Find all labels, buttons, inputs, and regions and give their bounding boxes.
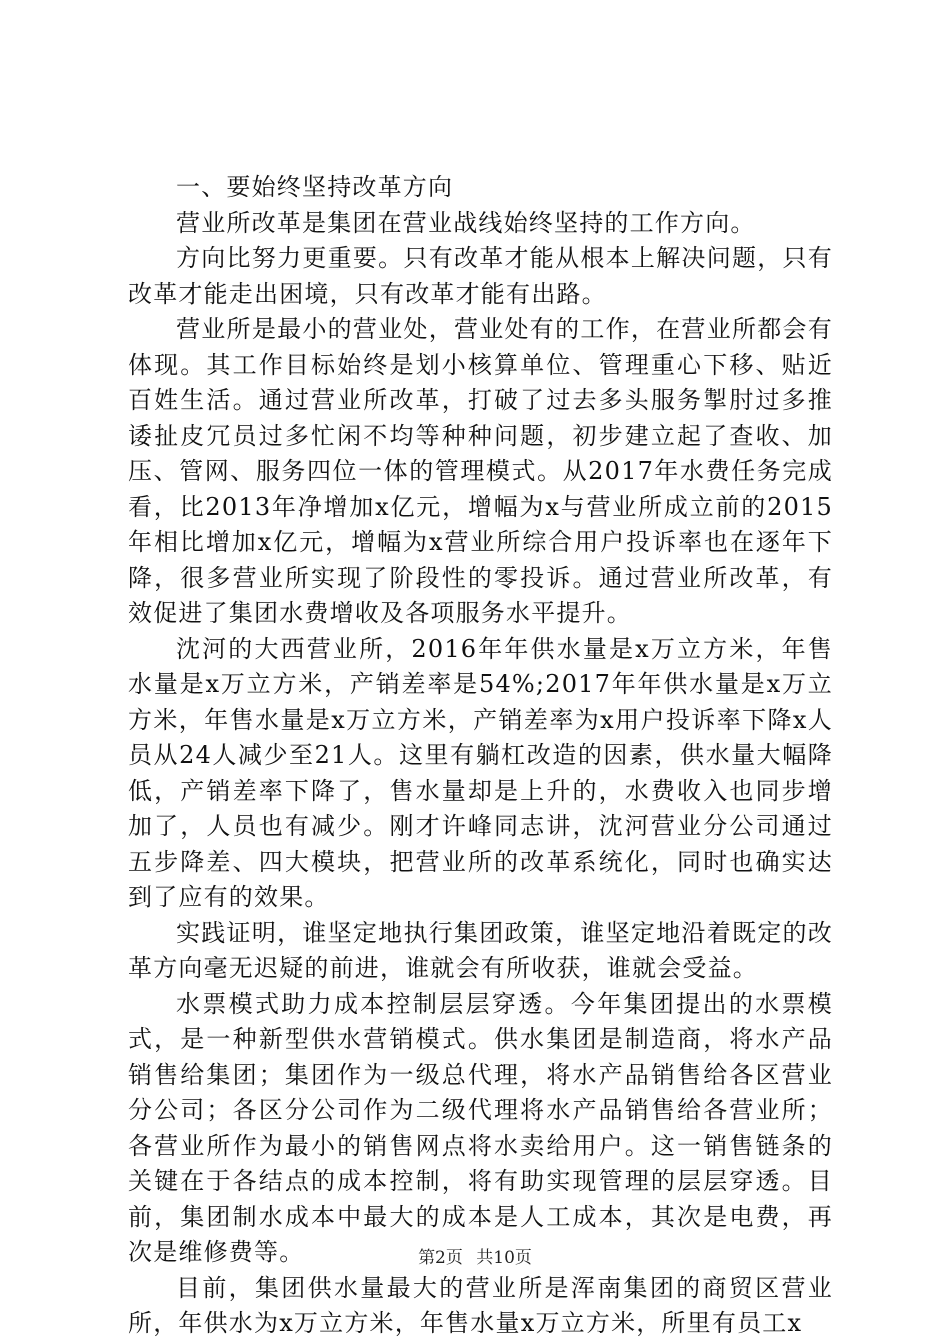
paragraph: 营业所是最小的营业处，营业处有的工作，在营业所都会有体现。其工作目标始终是划小核算单位、管理重心下移、贴近百姓生活。通过营业所改革，打破了过去多头服务掣肘过多推诿扯皮冗员过多忙闲不均等种种问题，初步建立起了查收、加压、管网、服务四位一体的管理模式。从2017年水费任务完成看，比2013年净增加x亿元，增幅为x与营业所成立前的2015年相比增加x亿元，增幅为x营业所综合用户投诉率也在逐年下降，很多营业所实现了阶段性的零投诉。通过营业所改革，有效促进了集团水费增收及各项服务水平提升。 [128, 315, 833, 627]
page-footer [0, 1243, 950, 1268]
paragraph: 实践证明，谁坚定地执行集团政策，谁坚定地沿着既定的改革方向毫无迟疑的前进，谁就会有所收获，谁就会受益。 [128, 918, 833, 982]
page-number: 第2页 [418, 1248, 463, 1268]
paragraph: 水票模式助力成本控制层层穿透。今年集团提出的水票模式，是一种新型供水营销模式。供水集团是制造商，将水产品销售给集团；集团作为一级总代理，将水产品销售给各区营业分公司；各区分公司作为二级代理将水产品销售给各营业所；各营业所作为最小的销售网点将水卖给用户。这一销售链条的关键在于各结点的成本控制，将有助实现管理的层层穿透。目前，集团制水成本中最大的成本是人工成本，其次是电费，再次是维修费等。 [128, 989, 833, 1266]
paragraph: 目前，集团供水量最大的营业所是浑南集团的商贸区营业所，年供水为x万立方米，年售水量x万立方米，所里有员工x [128, 1273, 833, 1337]
document-body [128, 170, 833, 1342]
paragraph: 方向比努力更重要。只有改革才能从根本上解决问题，只有改革才能走出困境，只有改革才能有出路。 [128, 244, 833, 308]
paragraph: 沈河的大西营业所，2016年年供水量是x万立方米，年售水量是x万立方米，产销差率是54%;2017年年供水量是x万立方米，年售水量是x万立方米，产销差率为x用户投诉率下降x人员从24人减少至21人。这里有躺杠改造的因素，供水量大幅降低，产销差率下降了，售水量却是上升的，水费收入也同步增加了，人员也有减少。刚才许峰同志讲，沈河营业分公司通过五步降差、四大模块，把营业所的改革系统化，同时也确实达到了应有的效果。 [128, 634, 833, 911]
page-total: 共10页 [476, 1248, 532, 1268]
section-heading: 一、要始终坚持改革方向 [176, 173, 454, 201]
paragraph: 营业所改革是集团在营业战线始终坚持的工作方向。 [176, 208, 756, 237]
